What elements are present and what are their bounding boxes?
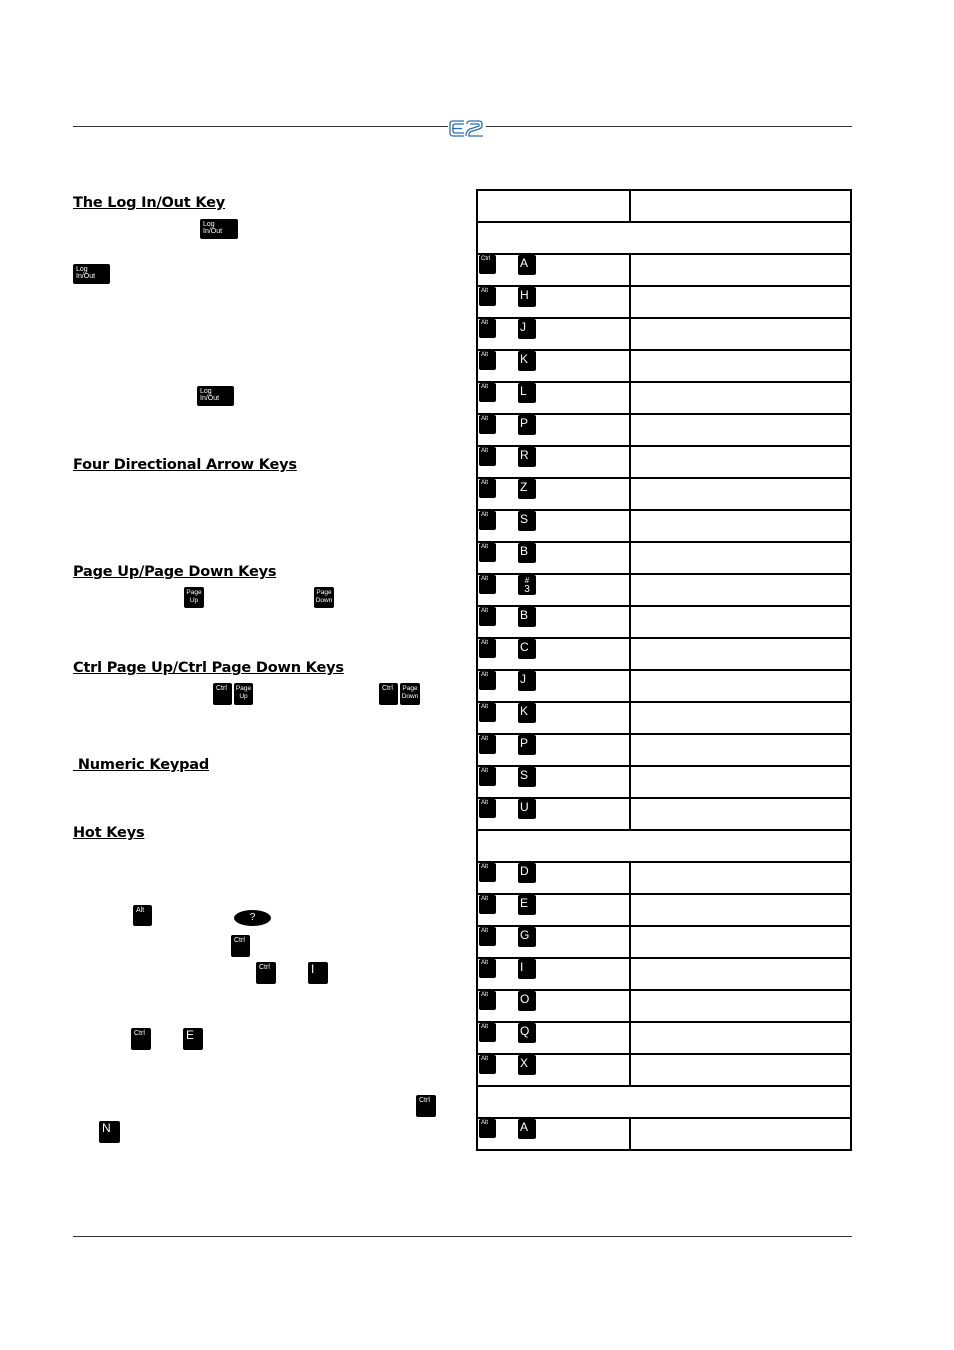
letter-key-icon: L	[518, 383, 536, 403]
hotkey-combo-cell	[477, 990, 630, 1022]
hotkey-description-cell	[630, 318, 851, 350]
letter-key-icon: S	[518, 511, 536, 531]
alt-key-icon: Alt	[479, 895, 496, 914]
letter-key-icon: O	[518, 991, 536, 1011]
letter-key-icon: E	[518, 895, 536, 915]
letter-key-icon: P	[518, 415, 536, 435]
letter-key-icon: Q	[518, 1023, 536, 1043]
hotkey-combo-cell	[477, 382, 630, 414]
ctrl-key-icon: Ctrl	[231, 935, 250, 957]
hotkey-description-cell	[630, 350, 851, 382]
table-row	[477, 734, 851, 766]
hotkey-combo-cell	[477, 1118, 630, 1150]
hotkey-description-cell	[630, 1118, 851, 1150]
alt-key-icon: Alt	[479, 319, 496, 338]
i-key-icon: I	[308, 962, 328, 984]
table-row	[477, 1118, 851, 1150]
section-title-numeric-keypad: Numeric Keypad	[73, 757, 210, 773]
hotkey-combo-cell	[477, 638, 630, 670]
alt-key-icon: Alt	[479, 511, 496, 530]
hotkey-table	[476, 189, 852, 1151]
table-row	[477, 766, 851, 798]
e2-logo	[448, 116, 486, 141]
letter-key-icon: U	[518, 799, 536, 819]
hotkey-description-cell	[630, 990, 851, 1022]
hotkey-description-cell	[630, 702, 851, 734]
alt-key-icon: Alt	[479, 991, 496, 1010]
alt-key-icon: Alt	[479, 1119, 496, 1138]
alt-key-icon: Alt	[479, 639, 496, 658]
table-group-header-cell	[477, 1086, 851, 1118]
hotkey-description-cell	[630, 606, 851, 638]
table-row	[477, 286, 851, 318]
table-row	[477, 958, 851, 990]
letter-key-icon: B	[518, 543, 536, 563]
letter-key-icon: D	[518, 863, 536, 883]
hotkey-description-cell	[630, 894, 851, 926]
ctrl-key-icon: Ctrl	[256, 962, 276, 984]
table-row	[477, 382, 851, 414]
hotkey-combo-cell	[477, 734, 630, 766]
ctrl-key-icon: Ctrl	[416, 1095, 436, 1117]
section-title-hot-keys: Hot Keys	[73, 825, 145, 841]
table-header-cell	[630, 190, 851, 222]
alt-key-icon: Alt	[479, 383, 496, 402]
table-row	[477, 478, 851, 510]
alt-key-icon: Alt	[479, 575, 496, 594]
alt-key-icon: Alt	[479, 799, 496, 818]
alt-key-icon: Alt	[479, 735, 496, 754]
table-group-header-row	[477, 1086, 851, 1118]
hotkey-description-cell	[630, 382, 851, 414]
alt-key-icon: Alt	[479, 959, 496, 978]
alt-key-icon: Alt	[479, 927, 496, 946]
table-row	[477, 670, 851, 702]
letter-key-icon: A	[518, 1119, 536, 1139]
table-row	[477, 350, 851, 382]
hotkey-description-cell	[630, 254, 851, 286]
page-up-key-icon: Page Up	[234, 683, 253, 705]
hotkey-combo-cell	[477, 862, 630, 894]
hotkey-combo-cell	[477, 702, 630, 734]
page-down-key-icon: Page Down	[400, 683, 420, 705]
alt-key-icon: Alt	[479, 607, 496, 626]
alt-key-icon: Alt	[479, 671, 496, 690]
hotkey-combo-cell	[477, 926, 630, 958]
hotkey-combo-cell	[477, 510, 630, 542]
help-key-icon: ?	[234, 910, 271, 926]
hotkey-combo-cell	[477, 286, 630, 318]
hotkey-combo-cell	[477, 350, 630, 382]
letter-key-icon: S	[518, 767, 536, 787]
alt-key-icon: Alt	[479, 415, 496, 434]
table-row	[477, 990, 851, 1022]
n-key-icon: N	[99, 1121, 120, 1143]
hotkey-description-cell	[630, 574, 851, 606]
hotkey-combo-cell	[477, 414, 630, 446]
hotkey-description-cell	[630, 926, 851, 958]
hotkey-description-cell	[630, 638, 851, 670]
table-row	[477, 574, 851, 606]
alt-key-icon: Alt	[479, 287, 496, 306]
ctrl-key-icon: Ctrl	[379, 683, 398, 705]
alt-key-icon: Alt	[479, 703, 496, 722]
hotkey-combo-cell	[477, 318, 630, 350]
table-header-cell	[477, 190, 630, 222]
ctrl-key-icon: Ctrl	[131, 1028, 151, 1050]
hotkey-description-cell	[630, 1054, 851, 1086]
hotkey-combo-cell	[477, 798, 630, 830]
letter-key-icon: X	[518, 1055, 536, 1075]
letter-key-icon: R	[518, 447, 536, 467]
letter-key-icon: P	[518, 735, 536, 755]
table-row	[477, 926, 851, 958]
hotkey-description-cell	[630, 958, 851, 990]
letter-key-icon: I	[518, 959, 536, 979]
alt-key-icon: Alt	[479, 543, 496, 562]
log-in-out-key-icon: Log In/Out	[197, 386, 234, 406]
table-row	[477, 638, 851, 670]
alt-key-icon: Alt	[479, 479, 496, 498]
hotkey-description-cell	[630, 478, 851, 510]
hotkey-description-cell	[630, 510, 851, 542]
letter-key-icon: Z	[518, 479, 536, 499]
section-title-log-in-out: The Log In/Out Key	[73, 195, 226, 211]
hotkey-combo-cell	[477, 894, 630, 926]
table-row	[477, 702, 851, 734]
alt-key-icon: Alt	[479, 1055, 496, 1074]
table-group-header-row	[477, 830, 851, 862]
hotkey-description-cell	[630, 862, 851, 894]
page-down-key-icon: Page Down	[314, 587, 334, 608]
table-row	[477, 606, 851, 638]
hotkey-combo-cell	[477, 446, 630, 478]
section-title-page-keys: Page Up/Page Down Keys	[73, 564, 277, 580]
letter-key-icon: A	[518, 255, 536, 275]
table-row	[477, 894, 851, 926]
alt-key-icon: Alt	[479, 767, 496, 786]
table-header-row	[477, 190, 851, 222]
hotkey-combo-cell	[477, 766, 630, 798]
log-in-out-key-icon: Log In/Out	[200, 219, 238, 239]
letter-key-icon: H	[518, 287, 536, 307]
letter-key-icon: G	[518, 927, 536, 947]
ctrl-key-icon: Ctrl	[479, 255, 496, 274]
letter-key-icon: K	[518, 351, 536, 371]
hotkey-description-cell	[630, 542, 851, 574]
alt-key-icon: Alt	[479, 447, 496, 466]
hotkey-combo-cell	[477, 1054, 630, 1086]
table-row	[477, 318, 851, 350]
table-group-header-cell	[477, 830, 851, 862]
letter-key-icon: K	[518, 703, 536, 723]
hotkey-description-cell	[630, 798, 851, 830]
table-group-header-cell	[477, 222, 851, 254]
hotkey-combo-cell	[477, 574, 630, 606]
hotkey-description-cell	[630, 670, 851, 702]
hotkey-combo-cell	[477, 478, 630, 510]
alt-key-icon: Alt	[479, 351, 496, 370]
table-group-header-row	[477, 222, 851, 254]
hotkey-description-cell	[630, 1022, 851, 1054]
e-key-icon: E	[183, 1028, 203, 1050]
log-in-out-key-icon: Log In/Out	[73, 264, 110, 284]
letter-key-icon: C	[518, 639, 536, 659]
table-row	[477, 1054, 851, 1086]
table-row	[477, 414, 851, 446]
alt-key-icon: Alt	[133, 905, 152, 926]
hotkey-combo-cell	[477, 254, 630, 286]
hotkey-combo-cell	[477, 670, 630, 702]
hotkey-description-cell	[630, 446, 851, 478]
hotkey-combo-cell	[477, 958, 630, 990]
hotkey-description-cell	[630, 766, 851, 798]
footer-rule	[73, 1236, 852, 1237]
table-row	[477, 1022, 851, 1054]
alt-key-icon: Alt	[479, 863, 496, 882]
letter-key-icon: J	[518, 319, 536, 339]
table-row	[477, 254, 851, 286]
table-row	[477, 862, 851, 894]
table-row	[477, 446, 851, 478]
hotkey-description-cell	[630, 414, 851, 446]
hotkey-description-cell	[630, 286, 851, 318]
hotkey-combo-cell	[477, 1022, 630, 1054]
letter-key-icon: # 3	[518, 575, 536, 595]
table-row	[477, 542, 851, 574]
ctrl-key-icon: Ctrl	[213, 683, 232, 705]
section-title-ctrl-page-keys: Ctrl Page Up/Ctrl Page Down Keys	[73, 660, 344, 676]
hotkey-combo-cell	[477, 606, 630, 638]
letter-key-icon: J	[518, 671, 536, 691]
letter-key-icon: B	[518, 607, 536, 627]
hotkey-description-cell	[630, 734, 851, 766]
hotkey-combo-cell	[477, 542, 630, 574]
table-row	[477, 510, 851, 542]
page-up-key-icon: Page Up	[184, 587, 204, 608]
alt-key-icon: Alt	[479, 1023, 496, 1042]
table-row	[477, 798, 851, 830]
section-title-arrow-keys: Four Directional Arrow Keys	[73, 457, 297, 473]
